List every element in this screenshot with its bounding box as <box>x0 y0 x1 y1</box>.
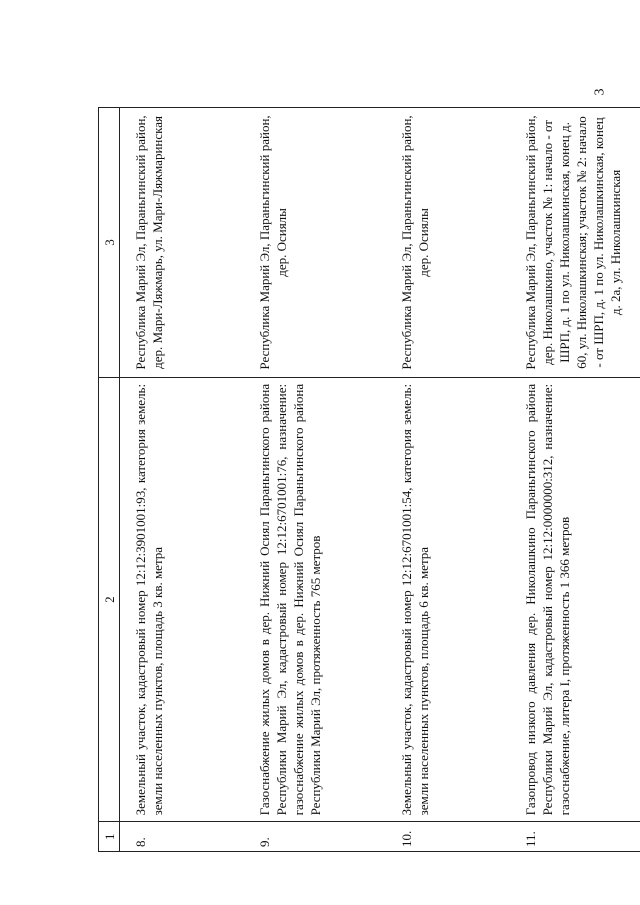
table-row <box>510 107 640 851</box>
row-location: Республика Марий Эл, Параньгинский район, дер. Николашкино, участок № 1: начало - от ШРП, д. 1 по ул. Николашкинская, конец д. 60, ул. Николашкинская; участок № 2: начало - от ШРП, д. 1 по ул. Николашкинская, конец д. 2а, ул. Николашкинская <box>510 107 640 377</box>
table-row <box>386 107 510 851</box>
row-description: Земельный участок, кадастровый номер 12:12:3901001:93, категория земель: земли населенных пунктов, площадь 3 кв. метра <box>119 377 244 821</box>
column-header-2: 2 <box>98 377 119 821</box>
row-number: 11. <box>510 821 640 851</box>
property-table <box>98 107 640 852</box>
row-location: Республика Марий Эл, Параньгинский район, дер. Мари-Ляжмарь, ул. Мари-Ляжмаринская <box>119 107 244 377</box>
table-row <box>244 107 386 851</box>
page-number: 3 <box>592 88 608 96</box>
row-number: 8. <box>119 821 244 851</box>
row-description: Газоснабжение жилых домов в дер. Нижний Осиял Параньгинского района Республики Марий Эл, кадастровый номер 12:12:6701001:76, назначение: газоснабжение жилых домов в дер. Нижний Осиял Параньгинского района Республики Марий Эл, протяженность 765 метров <box>244 377 386 821</box>
row-description: Земельный участок, кадастровый номер 12:12:6701001:54, категория земель: земли населенных пунктов, площадь 6 кв. метра <box>386 377 510 821</box>
row-location: Республика Марий Эл, Параньгинский район, дер. Осиялы <box>386 107 510 377</box>
table-row <box>119 107 244 851</box>
table-header-row <box>98 107 119 851</box>
row-number: 9. <box>244 821 386 851</box>
rotated-table-container <box>98 107 623 852</box>
row-number: 10. <box>386 821 510 851</box>
row-location: Республика Марий Эл, Параньгинский район, дер. Осиялы <box>244 107 386 377</box>
column-header-3: 3 <box>98 107 119 377</box>
row-description: Газопровод низкого давления дер. Николашкино Параньгинского района Республики Марий Эл, кадастровый номер 12:12:0000000:312, назначение: газоснабжение, литера I, протяженность 1 366 метров <box>510 377 640 821</box>
column-header-1: 1 <box>98 821 119 851</box>
